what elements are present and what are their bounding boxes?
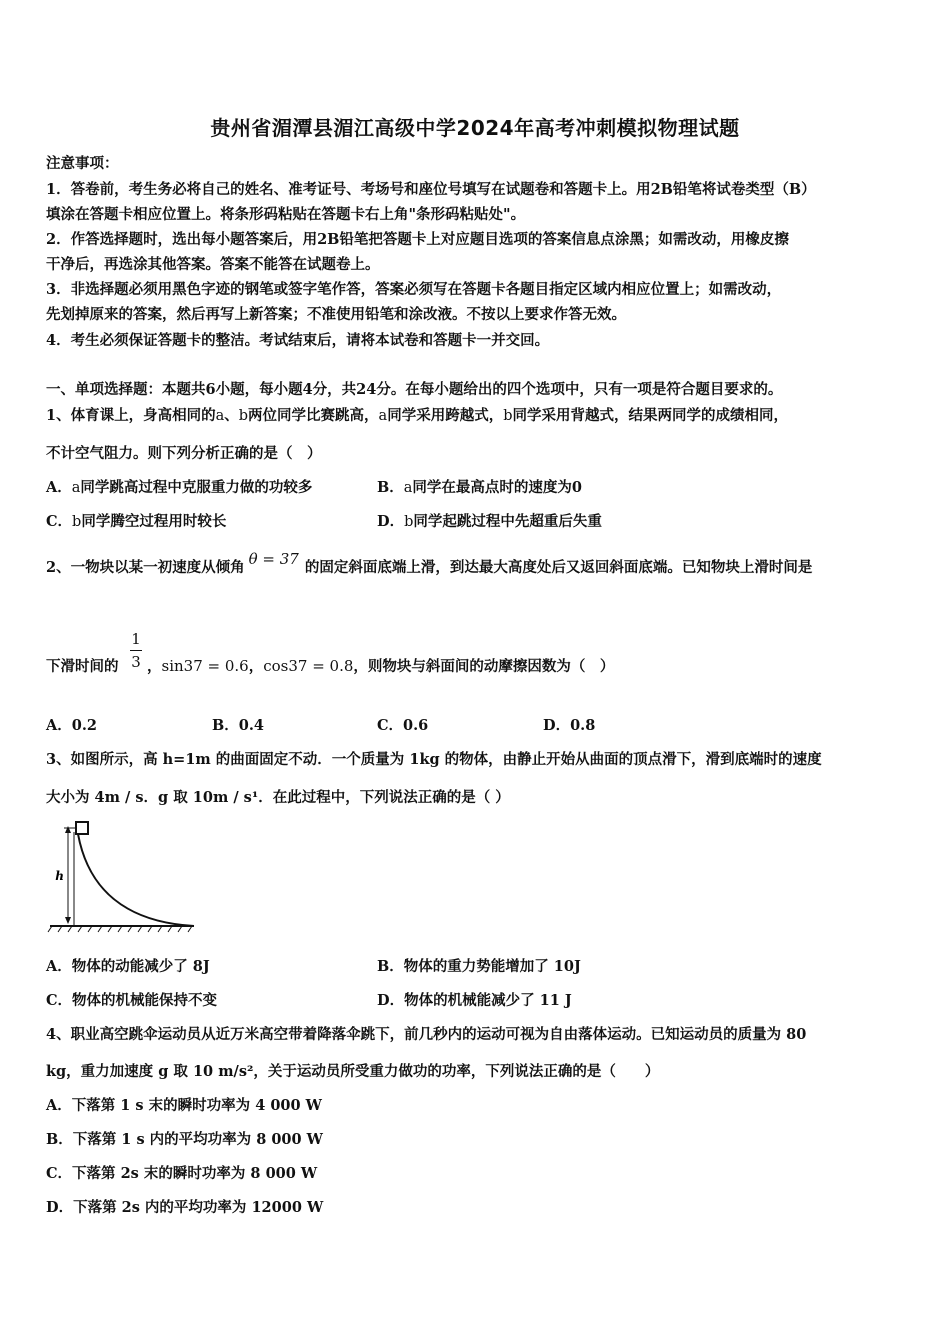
q2-comma-2: ， <box>248 658 264 675</box>
q2-text-b: 的固定斜面底端上滑，到达最大高度处后又返回斜面底端。已知物块上滑时间是 <box>304 559 813 576</box>
q4-option-d: D．下落第 2s 内的平均功率为 12000 W <box>46 1199 324 1216</box>
q2-line-1 <box>46 550 813 577</box>
q1-var-a: a <box>215 408 225 424</box>
q2-option-b: B．0.4 <box>212 717 264 734</box>
q1-option-b-var: a <box>403 480 413 496</box>
notice-line-3: 2．作答选择题时，选出每小题答案后，用2B铅笔把答题卡上对应题目选项的答案信息点涂黑；如需改动，用橡皮擦 <box>46 231 789 248</box>
q3-option-b: B．物体的重力势能增加了 10J <box>377 958 581 975</box>
q2-cos: cos37 = 0.8 <box>263 657 354 675</box>
q2-option-d: D．0.8 <box>543 717 596 734</box>
q3-option-a: A．物体的动能减少了 8J <box>46 958 210 975</box>
q2-fraction <box>130 630 142 671</box>
q3-figure-label-h: h <box>55 869 64 883</box>
q1-option-b-label: B． <box>377 479 404 496</box>
q1-text-c: 同学采用跨越式， <box>387 407 504 424</box>
q1-option-c-text: 同学腾空过程用时较长 <box>81 513 227 530</box>
q2-option-c: C．0.6 <box>377 717 429 734</box>
q2-line-2-rest <box>147 655 614 676</box>
q1-line-1 <box>46 404 788 425</box>
q2-option-a: A．0.2 <box>46 717 97 734</box>
q1-sep: 、 <box>224 407 239 424</box>
notice-line-1: 1．答卷前，考生务必将自己的姓名、准考证号、考场号和座位号填写在试题卷和答题卡上。用2B铅笔将试卷类型（B） <box>46 181 816 198</box>
notice-line-7: 4．考生必须保证答题卡的整洁。考试结束后，请将本试卷和答题卡一并交回。 <box>46 332 550 349</box>
q3-line-1: 3、如图所示，高 h=1m 的曲面固定不动．一个质量为 1kg 的物体，由静止开始从曲面的顶点滑下，滑到底端时的速度 <box>46 751 822 768</box>
q2-text-a: 2、一物块以某一初速度从倾角 <box>46 559 245 576</box>
q3-option-d: D．物体的机械能减少了 11 J <box>377 992 572 1009</box>
q1-option-c-var: b <box>72 514 82 530</box>
q3-curved-surface-figure <box>44 818 200 936</box>
q1-text-b: 两位同学比赛跳高， <box>248 407 379 424</box>
q3-option-c: C．物体的机械能保持不变 <box>46 992 218 1009</box>
q2-fraction-numerator: 1 <box>131 630 141 648</box>
q1-option-b <box>377 476 582 497</box>
q1-option-a <box>46 476 312 497</box>
q1-option-b-text: 同学在最高点时的速度为0 <box>412 479 583 496</box>
notice-heading: 注意事项： <box>46 155 119 172</box>
q4-option-b: B．下落第 1 s 内的平均功率为 8 000 W <box>46 1131 323 1148</box>
q1-var-a-2: a <box>378 408 388 424</box>
q1-var-b: b <box>238 408 249 424</box>
q3-line-2: 大小为 4m / s．g 取 10m / s¹．在此过程中，下列说法正确的是（ ） <box>46 789 510 806</box>
q1-text-a: 1、体育课上，身高相同的 <box>46 407 216 424</box>
q1-option-d-label: D． <box>377 513 405 530</box>
q4-line-2: kg，重力加速度 g 取 10 m/s²，关于运动员所受重力做功的功率，下列说法正确的是（ ） <box>46 1063 660 1080</box>
section-heading: 一、单项选择题：本题共6小题，每小题4分，共24分。在每小题给出的四个选项中，只有一项是符合题目要求的。 <box>46 381 783 398</box>
q4-option-c: C．下落第 2s 末的瞬时功率为 8 000 W <box>46 1165 318 1182</box>
page-title: 贵州省湄潭县湄江高级中学2024年高考冲刺模拟物理试题 <box>210 116 740 140</box>
q1-option-a-text: 同学跳高过程中克服重力做的功较多 <box>80 479 313 496</box>
q1-option-a-var: a <box>71 480 81 496</box>
notice-line-4: 干净后，再选涂其他答案。答案不能答在试题卷上。 <box>46 256 380 273</box>
q2-comma: ， <box>147 658 162 675</box>
q1-option-a-label: A． <box>46 479 72 496</box>
q1-option-c-label: C． <box>46 513 73 530</box>
q1-var-b-2: b <box>503 408 513 424</box>
q1-text-d: 同学采用背越式，结果两同学的成绩相同， <box>512 407 788 424</box>
notice-line-2: 填涂在答题卡相应位置上。将条形码粘贴在答题卡右上角"条形码粘贴处"。 <box>46 206 526 223</box>
q2-sin: sin37 = 0.6 <box>161 657 249 675</box>
q2-line-2-prefix: 下滑时间的 <box>46 658 119 675</box>
q4-option-a: A．下落第 1 s 末的瞬时功率为 4 000 W <box>46 1097 322 1114</box>
q1-option-d-var: b <box>404 514 414 530</box>
q2-theta: θ = 37 <box>248 550 299 568</box>
q2-fraction-bar <box>130 650 142 651</box>
q1-option-c <box>46 510 226 531</box>
q2-text-c: ，则物块与斜面间的动摩擦因数为（ ） <box>353 658 615 675</box>
q1-line-2: 不计空气阻力。则下列分析正确的是（ ） <box>46 445 322 462</box>
notice-line-5: 3．非选择题必须用黑色字迹的钢笔或签字笔作答，答案必须写在答题卡各题目指定区域内相应位置上；如需改动， <box>46 281 782 298</box>
q2-fraction-denominator: 3 <box>131 653 141 671</box>
q1-option-d-text: 同学起跳过程中先超重后失重 <box>413 513 602 530</box>
q1-option-d <box>377 510 602 531</box>
q4-line-1: 4、职业高空跳伞运动员从近万米高空带着降落伞跳下，前几秒内的运动可视为自由落体运动。已知运动员的质量为 80 <box>46 1026 807 1043</box>
notice-line-6: 先划掉原来的答案，然后再写上新答案；不准使用铅笔和涂改液。不按以上要求作答无效。 <box>46 306 626 323</box>
